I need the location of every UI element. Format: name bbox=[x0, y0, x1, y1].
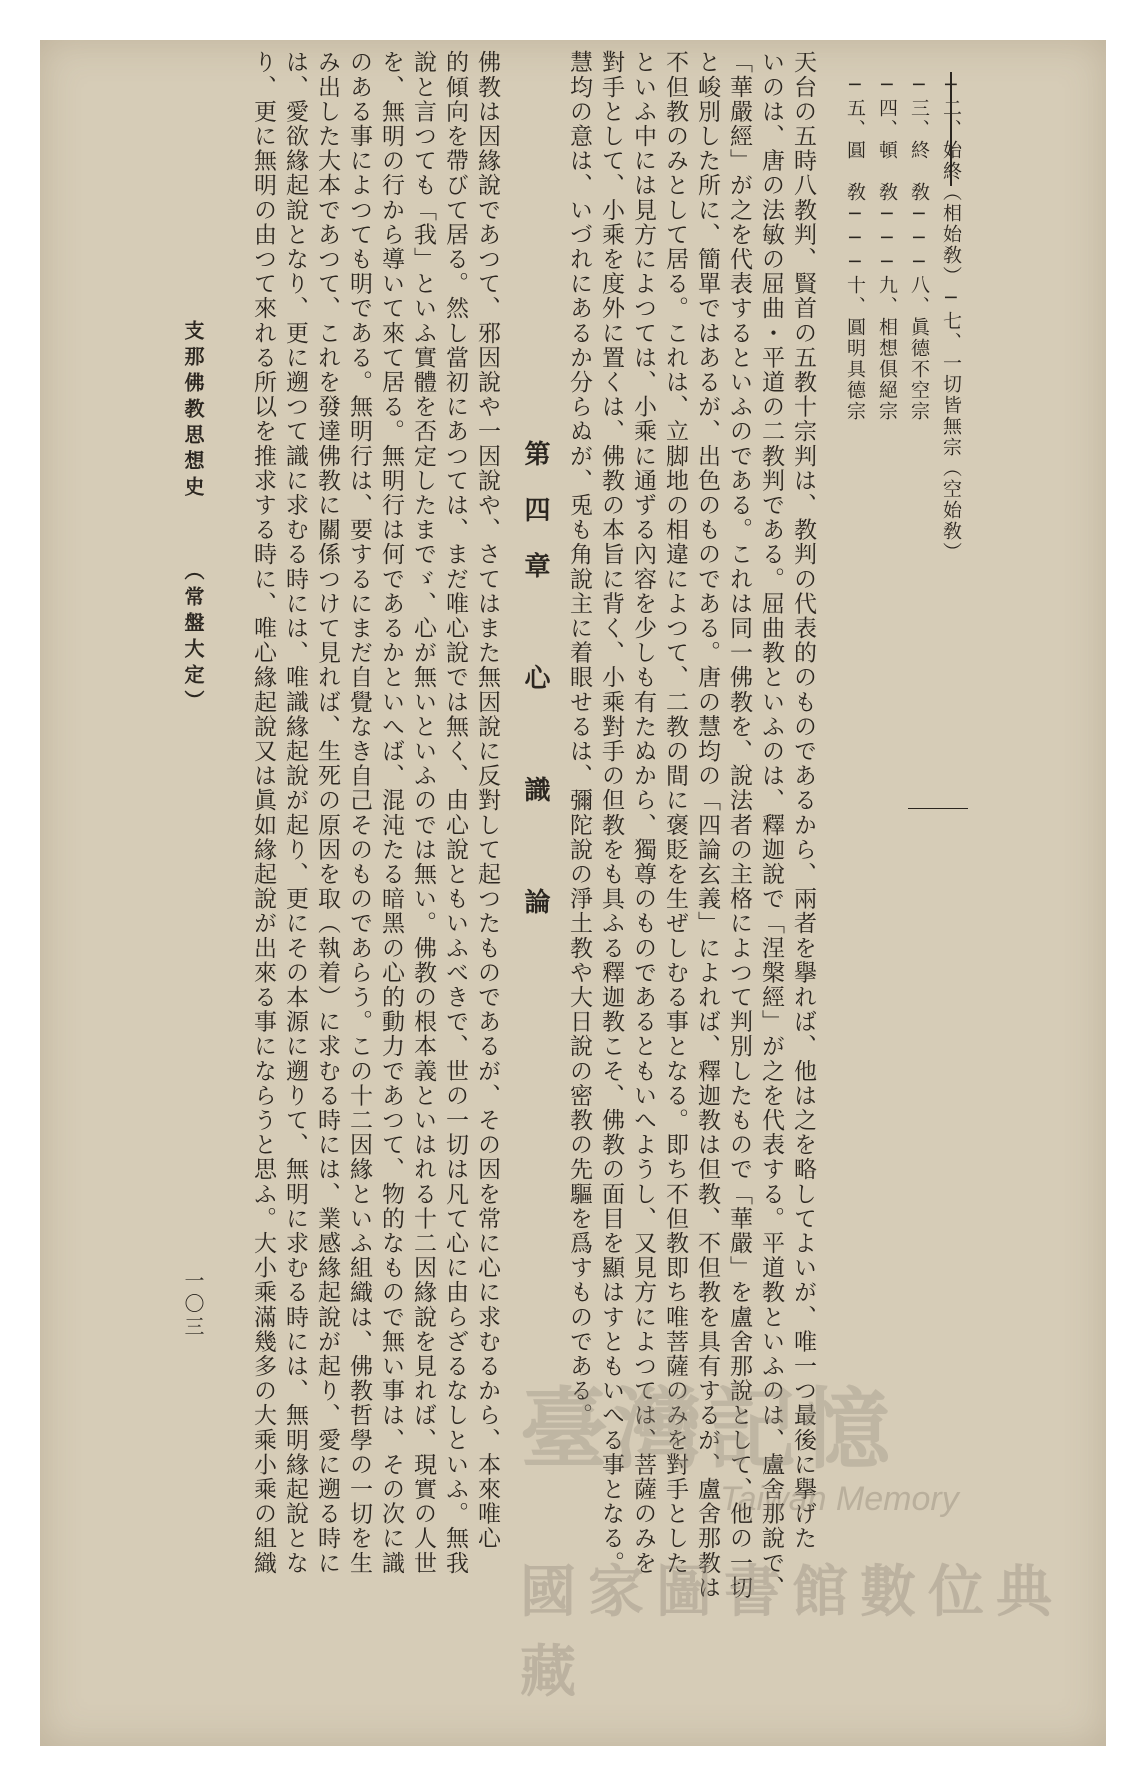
scheme-row: ─二、始終（相始敎）─七、一切皆無宗（空始敎） bbox=[940, 74, 962, 563]
scheme-row: ─五、圓 敎───十、圓明具德宗 bbox=[844, 74, 866, 422]
text-column: のある事によつても明である。無明行は、要するにまだ自覺なき自己そのものであらう。この十二因緣といふ組織は、佛教哲學の一切を生 bbox=[346, 50, 372, 1576]
text-column: み出した大本であつて、これを發達佛教に關係つけて見れば、生死の原因を取（執着）に求むる時には、業感緣起說が起り、愛に遡る時に bbox=[314, 50, 340, 1576]
text-column: を、無明の行から導いて來て居る。無明行は何であるかといへば、混沌たる暗黑の心的動力であつて、物的なもので無い事は、その次に識 bbox=[378, 50, 404, 1576]
text-column: 「華嚴經」が之を代表するといふのである。これは同一佛教を、說法者の主格によつて判別したもので「華嚴」を盧舍那說として、他の一切 bbox=[726, 50, 752, 1600]
text-column: 佛教は因緣說であつて、邪因說や一因說や、さてはまた無因說に反對して起つたものであるが、その因を常に心に求むるから、本來唯心 bbox=[474, 50, 500, 1551]
text-column: 天台の五時八教判、賢首の五教十宗判は、教判の代表的のものであるから、兩者を擧れば、他は之を略してよいが、唯一つ最後に擧げた bbox=[790, 50, 816, 1551]
watermark-english: Taiwan Memory bbox=[720, 1480, 959, 1518]
text-column: り、更に無明の由つて來れる所以を推求する時に、唯心緣起說又は眞如緣起說が出來る事にならうと思ふ。大小乘滿幾多の大乘小乘の組織 bbox=[250, 50, 276, 1576]
text-column: と峻別した所に、簡單ではあるが、出色のものである。唐の慧均の「四論玄義」によれば、釋迦教は但教、不但教を具有するが、盧舍那教は bbox=[694, 50, 720, 1600]
scheme-row: ─三、終 敎───八、眞德不空宗 bbox=[908, 74, 930, 422]
running-title: 支那佛教思想史 bbox=[181, 320, 205, 502]
watermark-logo: 臺灣記憶 bbox=[520, 1377, 897, 1481]
text-column: 不但教のみとして居る。これは、立脚地の相違によつて、二教の間に褒貶を生ぜしむる事となる。即ち不但教即ち唯菩薩のみを對手とした bbox=[662, 50, 688, 1576]
author: （常盤大定） bbox=[181, 560, 205, 716]
text-column: 對手として、小乘を度外に置くは、佛教の本旨に背く、小乘對手の但教をも具ふる釋迦教こそ、佛教の面目を顯はすともいへる事となる。 bbox=[598, 50, 624, 1576]
text-column: 的傾向を帶びて居る。然し當初にあつては、まだ唯心說では無く、由心說ともいふべきで、世の一切は凡て心に由らざるなしといふ。無我 bbox=[442, 50, 468, 1576]
watermark-chinese: 國家圖書館數位典藏 bbox=[520, 1560, 1064, 1705]
text-column: 慧均の意は、いづれにあるか分らぬが、兎も角說主に着眼せるは、彌陀說の淨土教や大日說の密教の先驅を爲すものである。 bbox=[566, 50, 592, 1428]
text-column: いのは、唐の法敏の屈曲・平道の二教判である。屈曲教といふのは、釋迦說で「涅槃經」が之を代表する。平道教といふのは、盧舍那說で、 bbox=[758, 50, 784, 1600]
text-column: 說と言つても「我」といふ實體を否定したまでゞ、心が無いといふのでは無い。佛教の根本義といはれる十二因緣說を見れば、現實の人世 bbox=[410, 50, 436, 1576]
text-column: は、愛欲緣起說となり、更に遡つて識に求むる時には、唯識緣起說が起り、更にその本源に遡りて、無明に求むる時には、無明緣起說とな bbox=[282, 50, 308, 1576]
page-number: 一〇三 bbox=[181, 1270, 205, 1339]
scheme-row: ─四、頓 敎───九、相想俱絕宗 bbox=[876, 74, 898, 422]
scheme-rule bbox=[908, 808, 968, 809]
book-page bbox=[40, 40, 1106, 1746]
chapter-title: 第四章 心 識 論 bbox=[520, 440, 550, 944]
text-column: といふ中には見方によつては、小乘に通ずる內容を少しも有たぬから、獨尊のものであるともいへようし、又見方によつては、菩薩のみを bbox=[630, 50, 656, 1576]
